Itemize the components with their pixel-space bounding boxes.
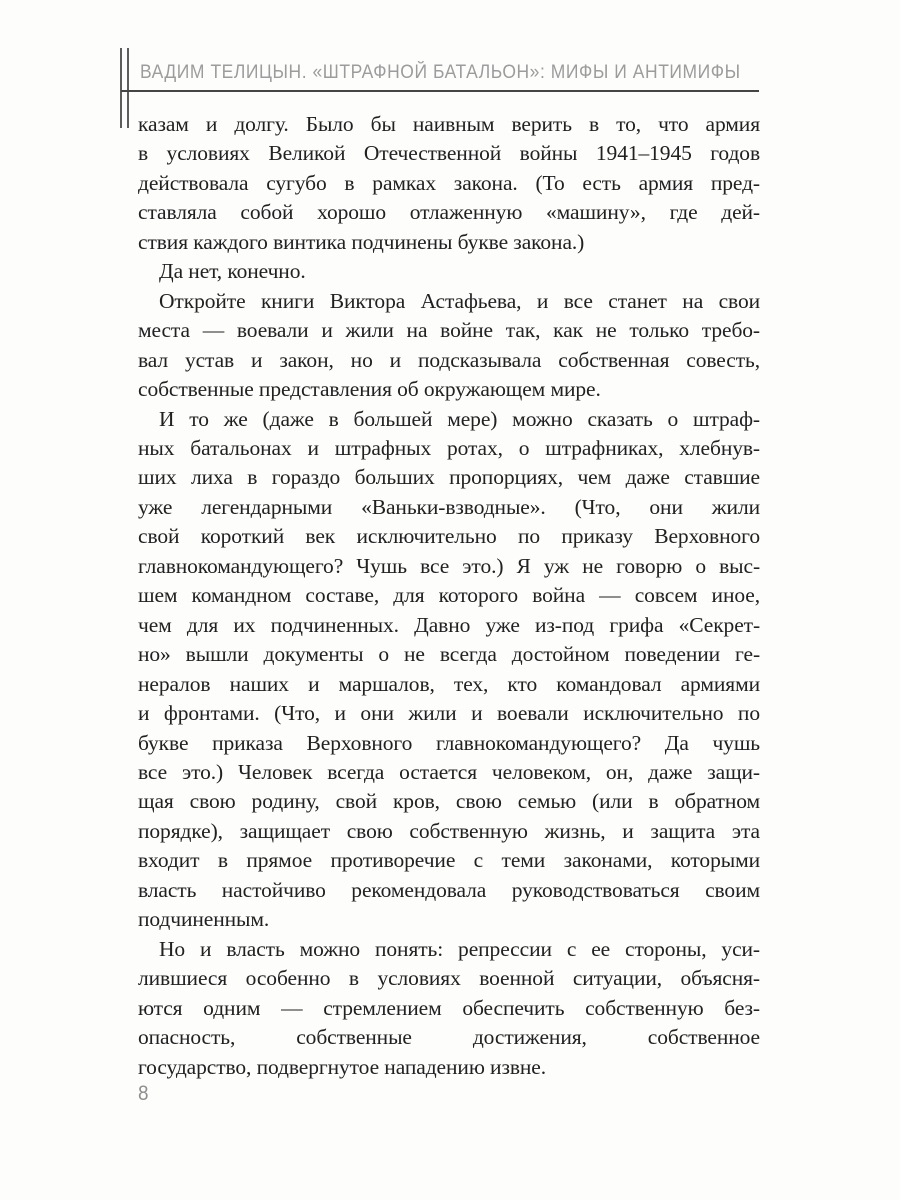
text-line: букве приказа Верховного главнокомандующего? Да чушь (138, 730, 760, 755)
text-line: власть настойчиво рекомендовала руководствоваться своим (138, 877, 760, 902)
text-line: подчиненным. (138, 907, 270, 932)
text-line: ных батальонах и штрафных ротах, о штрафниках, хлебнув- (138, 435, 760, 460)
text-line: все это.) Человек всегда остается человеком, он, даже защи- (138, 759, 760, 784)
text-line: нералов наших и маршалов, тех, кто командовал армиями (138, 671, 760, 696)
text-line: главнокомандующего? Чушь все это.) Я уж не говорю о выс- (138, 553, 760, 578)
text-line: щая свою родину, свой кров, свою семью (или в обратном (138, 789, 760, 814)
text-line: чем для их подчиненных. Давно уже из-под грифа «Секрет- (138, 612, 760, 637)
text-line: ших лиха в гораздо больших пропорциях, чем даже ставшие (138, 465, 760, 490)
text-line: свой короткий век исключительно по приказу Верховного (138, 524, 760, 549)
text-line: действовала сугубо в рамках закона. (То есть армия пред- (138, 170, 760, 195)
text-line: Да нет, конечно. (159, 259, 306, 284)
text-line: но» вышли документы о не всегда достойном поведении ге- (138, 642, 760, 667)
text-line: шем командном составе, для которого война — совсем иное, (138, 583, 760, 608)
text-line: собственные представления об окружающем мире. (138, 377, 601, 402)
text-line: ствия каждого винтика подчинены букве закона.) (138, 229, 585, 254)
text-line: вал устав и закон, но и подсказывала собственная совесть, (138, 347, 760, 372)
margin-double-line-ornament (120, 48, 129, 128)
page-number: 8 (138, 1082, 149, 1105)
text-line: и фронтами. (Что, и они жили и воевали исключительно по (138, 701, 760, 726)
header-rule (121, 90, 759, 92)
text-line: И то же (даже в большей мере) можно сказать о штраф- (159, 406, 760, 431)
text-line: Но и власть можно понять: репрессии с ее стороны, уси- (159, 936, 760, 961)
text-line: ются одним — стремлением обеспечить собственную без- (138, 995, 760, 1020)
text-line: входит в прямое противоречие с теми законами, которыми (138, 848, 760, 873)
text-line: места — воевали и жили на войне так, как не только требо- (138, 318, 760, 343)
text-line: в условиях Великой Отечественной войны 1941–1945 годов (138, 141, 760, 166)
text-line: государство, подвергнутое нападению извне. (138, 1054, 547, 1079)
text-line: казам и долгу. Было бы наивным верить в то, что армия (138, 112, 760, 136)
text-line: порядке), защищает свою собственную жизнь, и защита эта (138, 818, 760, 843)
running-head: ВАДИМ ТЕЛИЦЫН. «ШТРАФНОЙ БАТАЛЬОН»: МИФЫ И АНТИМИФЫ (140, 62, 741, 83)
text-line: лившиеся особенно в условиях военной ситуации, объясня- (138, 966, 760, 991)
text-line: Откройте книги Виктора Астафьева, и все станет на свои (159, 288, 760, 313)
body-text (138, 110, 760, 1082)
text-line: опасность, собственные достижения, собственное (138, 1025, 760, 1050)
text-line: уже легендарными «Ваньки-взводные». (Что, они жили (138, 494, 760, 519)
text-line: ставляла собой хорошо отлаженную «машину», где дей- (138, 200, 760, 225)
